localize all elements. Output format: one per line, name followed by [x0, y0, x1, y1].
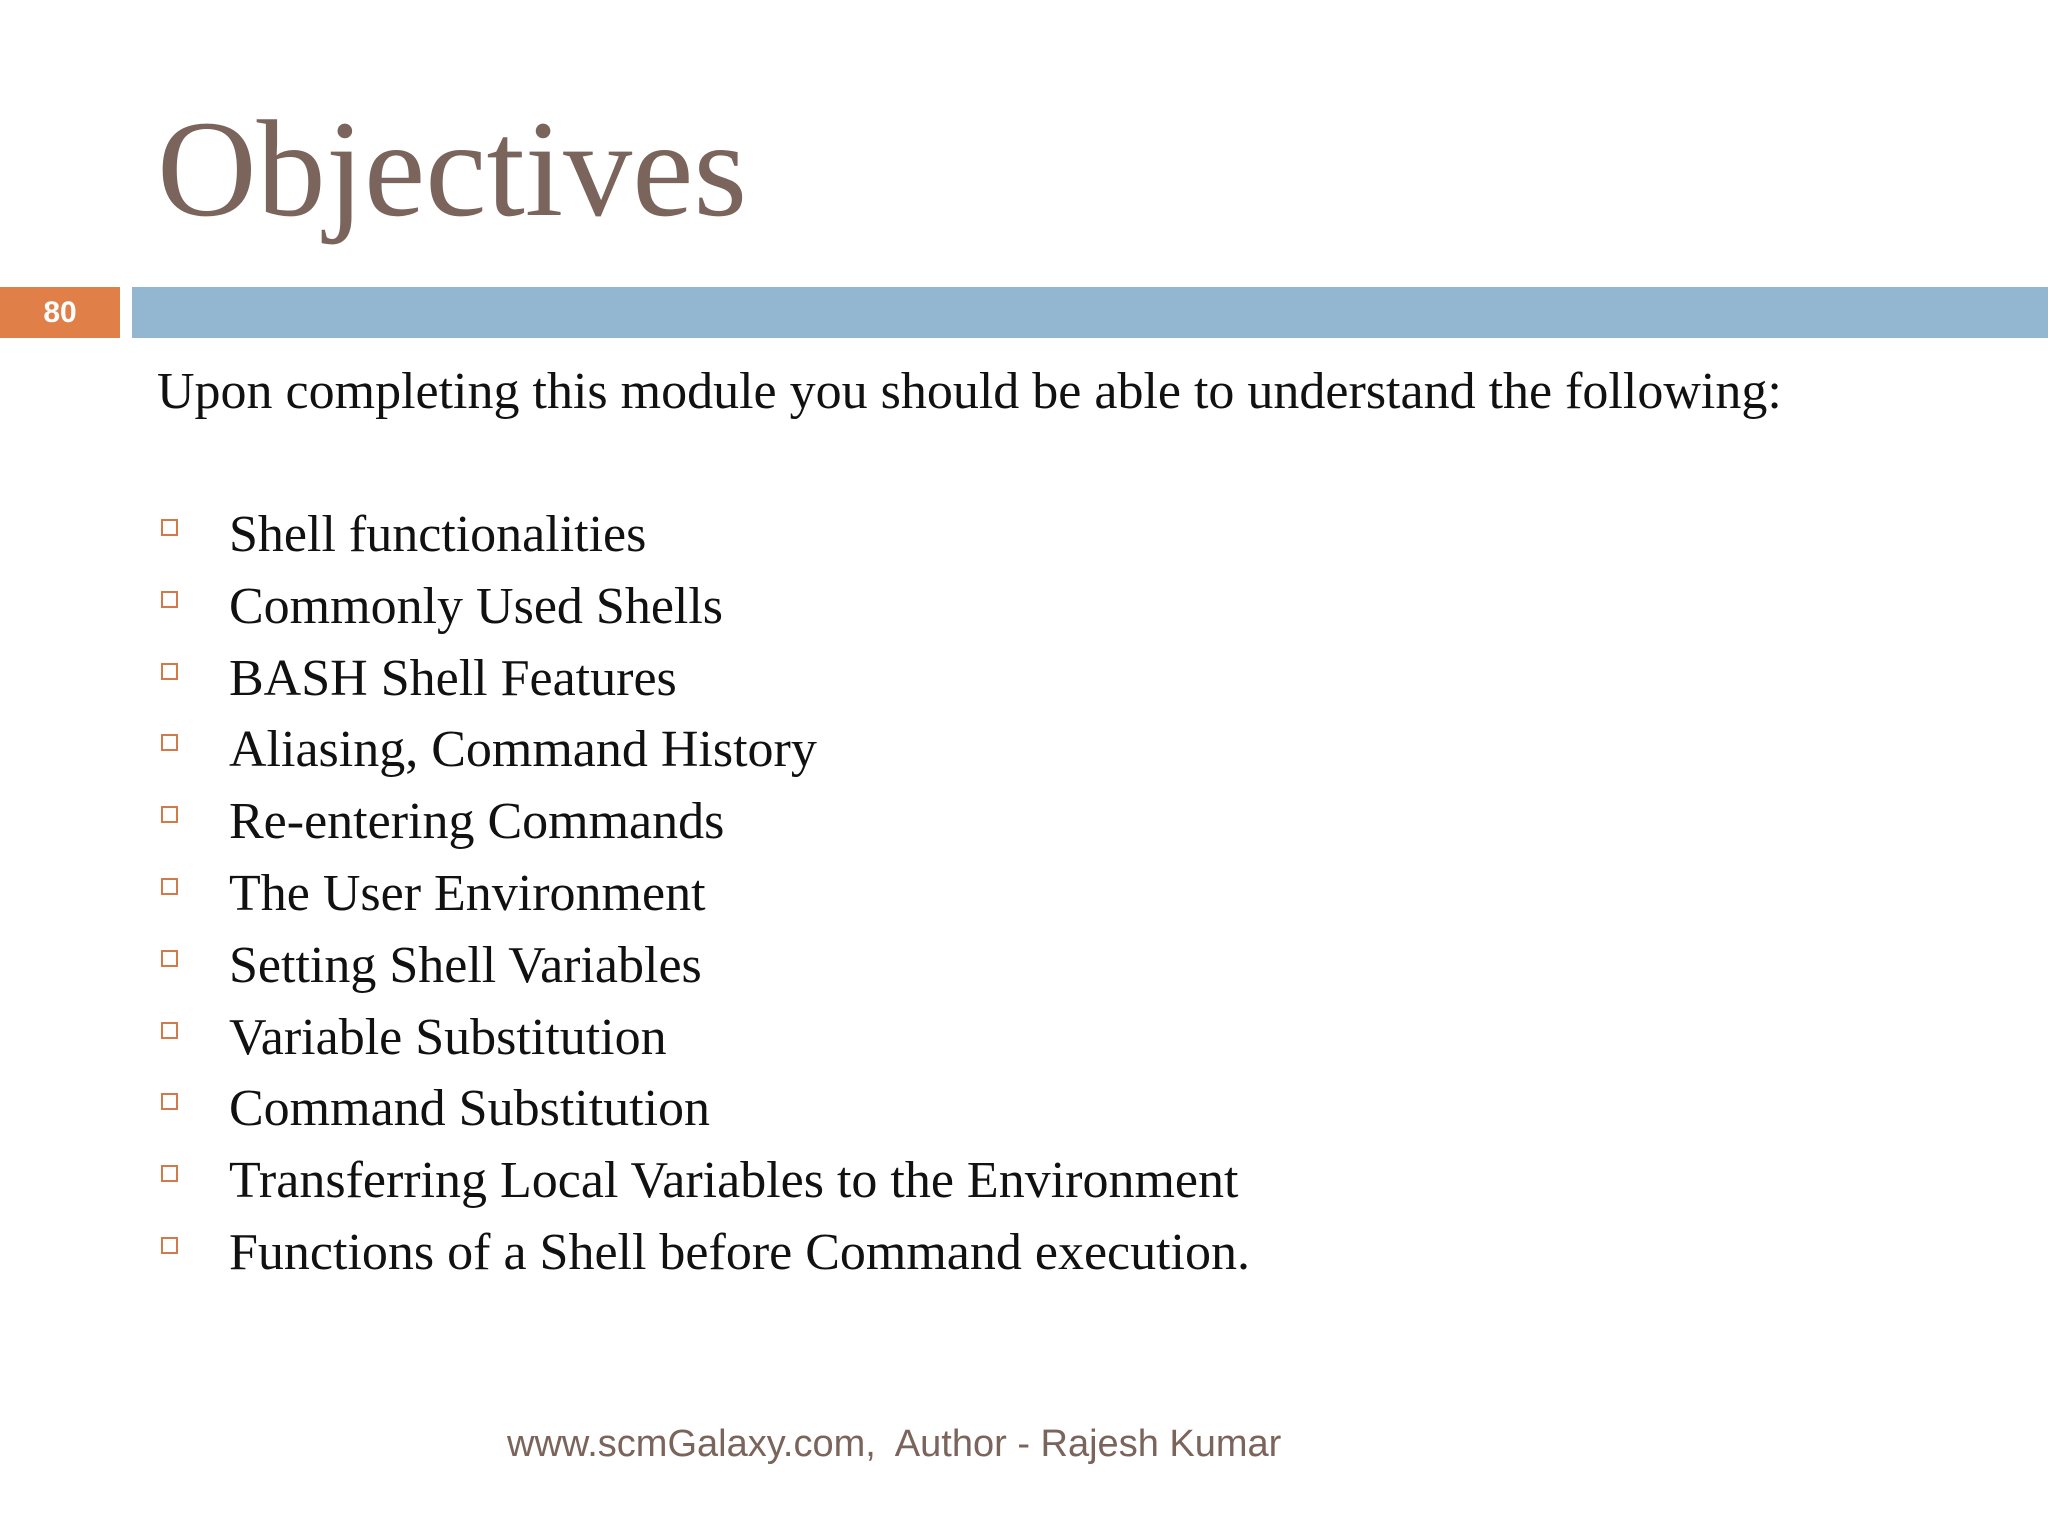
page-number-badge: 80	[0, 287, 120, 338]
objective-text: Re-entering Commands	[229, 793, 725, 851]
objective-text: The User Environment	[229, 864, 706, 922]
objective-text: Command Substitution	[229, 1080, 711, 1138]
intro-text: Upon completing this module you should be able to understand the following:	[157, 363, 1782, 420]
checkbox-outline-icon	[161, 1022, 178, 1039]
checkbox-outline-icon	[161, 519, 178, 536]
objective-text: Shell functionalities	[229, 506, 647, 563]
slide-title: Objectives	[157, 92, 748, 245]
objective-text: Setting Shell Variables	[229, 936, 702, 994]
header-bar	[132, 287, 2048, 338]
checkbox-outline-icon	[161, 734, 178, 751]
checkbox-outline-icon	[161, 591, 178, 608]
objective-text: Functions of a Shell before Command execution.	[229, 1223, 1251, 1281]
checkbox-outline-icon	[161, 950, 178, 967]
objective-text: Transferring Local Variables to the Environment	[229, 1152, 1239, 1210]
checkbox-outline-icon	[161, 663, 178, 680]
objective-text: BASH Shell Features	[229, 649, 677, 707]
checkbox-outline-icon	[161, 878, 178, 895]
checkbox-outline-icon	[161, 1165, 178, 1182]
checkbox-outline-icon	[161, 1237, 178, 1254]
checkbox-outline-icon	[161, 1093, 178, 1110]
footer-credit: www.scmGalaxy.com, Author - Rajesh Kumar	[507, 1423, 1282, 1465]
objective-text: Variable Substitution	[229, 1008, 667, 1066]
objective-text: Commonly Used Shells	[229, 577, 724, 635]
objective-text: Aliasing, Command History	[229, 721, 817, 779]
checkbox-outline-icon	[161, 806, 178, 823]
